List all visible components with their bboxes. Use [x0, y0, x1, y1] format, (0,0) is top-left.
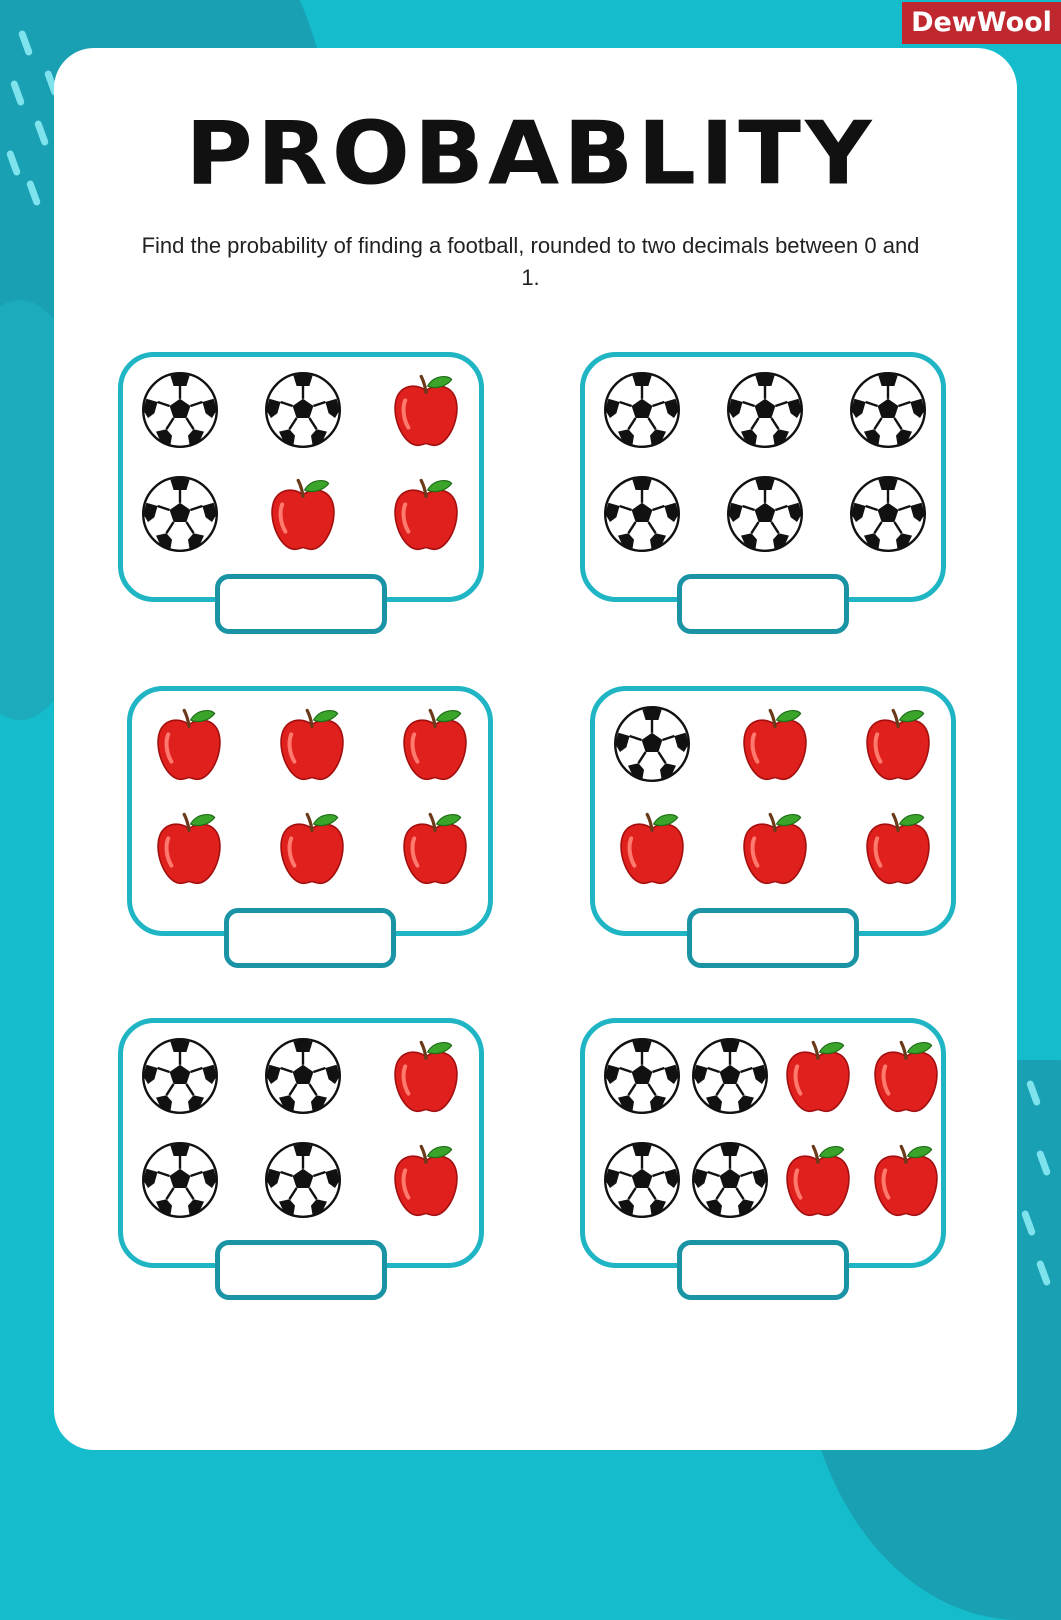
football-icon: [263, 1140, 343, 1220]
apple-icon: [858, 808, 938, 888]
apple-icon: [612, 808, 692, 888]
answer-box[interactable]: [677, 574, 849, 634]
apple-icon: [866, 1036, 946, 1116]
answer-box[interactable]: [687, 908, 859, 968]
apple-icon: [778, 1140, 858, 1220]
answer-box[interactable]: [677, 1240, 849, 1300]
football-icon: [140, 370, 220, 450]
apple-icon: [272, 704, 352, 784]
football-icon: [602, 474, 682, 554]
football-icon: [602, 1036, 682, 1116]
football-icon: [602, 1140, 682, 1220]
apple-icon: [386, 1036, 466, 1116]
apple-icon: [386, 474, 466, 554]
football-icon: [848, 474, 928, 554]
football-icon: [263, 370, 343, 450]
apple-icon: [149, 808, 229, 888]
football-icon: [725, 474, 805, 554]
apple-icon: [395, 808, 475, 888]
football-icon: [140, 474, 220, 554]
apple-icon: [395, 704, 475, 784]
answer-box[interactable]: [215, 574, 387, 634]
apple-icon: [735, 808, 815, 888]
apple-icon: [386, 1140, 466, 1220]
football-icon: [602, 370, 682, 450]
football-icon: [140, 1036, 220, 1116]
football-icon: [690, 1140, 770, 1220]
apple-icon: [272, 808, 352, 888]
apple-icon: [858, 704, 938, 784]
page-title: PROBABLITY: [185, 102, 876, 205]
apple-icon: [778, 1036, 858, 1116]
football-icon: [612, 704, 692, 784]
apple-icon: [263, 474, 343, 554]
apple-icon: [866, 1140, 946, 1220]
apple-icon: [149, 704, 229, 784]
answer-box[interactable]: [215, 1240, 387, 1300]
brand-logo[interactable]: DewWool: [902, 2, 1061, 44]
instructions-text: Find the probability of finding a football, rounded to two decimals between 0 and 1.: [141, 233, 920, 290]
apple-icon: [386, 370, 466, 450]
football-icon: [690, 1036, 770, 1116]
answer-box[interactable]: [224, 908, 396, 968]
football-icon: [725, 370, 805, 450]
apple-icon: [735, 704, 815, 784]
football-icon: [848, 370, 928, 450]
football-icon: [140, 1140, 220, 1220]
football-icon: [263, 1036, 343, 1116]
